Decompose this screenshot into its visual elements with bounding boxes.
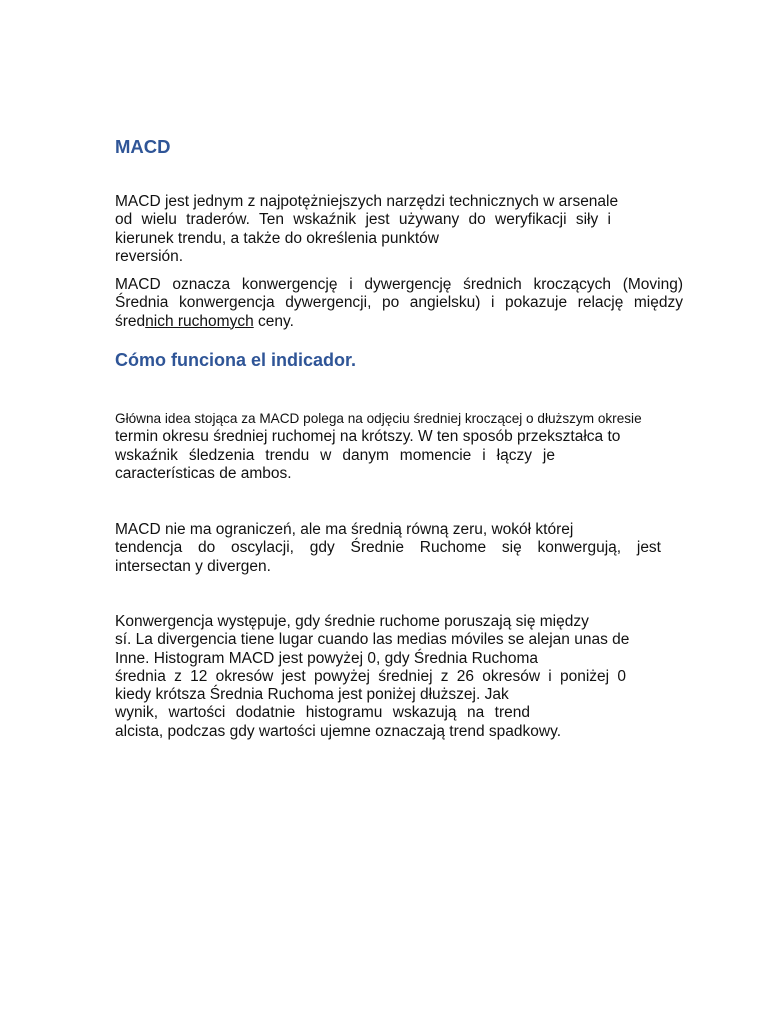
text-line: tendencja do oscylacji, gdy Średnie Ruchome się konwergują, jest [115, 539, 661, 557]
paragraph-main-idea [115, 410, 687, 483]
paragraph-definition [115, 276, 683, 331]
text-line: alcista, podczas gdy wartości ujemne oznaczają trend spadkowy. [115, 722, 561, 740]
text-line: średnia z 12 okresów jest powyżej średniej z 26 okresów i poniżej 0 [115, 667, 626, 685]
text-fragment: ceny. [253, 312, 294, 330]
text-line: Średnia konwergencja dywergencji, po angielsku) i pokazuje relację między [115, 294, 683, 312]
text-line: Główna idea stojąca za MACD polega na odjęciu średniej kroczącej o dłuższym okresie [115, 411, 642, 426]
page-title: MACD [115, 136, 171, 157]
text-line: wynik, wartości dodatnie histogramu wskazują na trend [115, 704, 530, 722]
text-line: kierunek trendu, a także do określenia punktów [115, 229, 439, 247]
text-line: reversión. [115, 247, 184, 265]
text-line: kiedy krótsza Średnia Ruchoma jest poniżej dłuższej. Jak [115, 686, 509, 704]
text-fragment: śred [115, 312, 146, 330]
text-line: Konwergencja występuje, gdy średnie ruchome poruszają się między [115, 613, 589, 630]
text-line: MACD jest jednym z najpotężniejszych narzędzi technicznych w arsenale [115, 193, 619, 210]
text-line: termin okresu średniej ruchomej na krótszy. W ten sposób przekształca to [115, 428, 621, 446]
text-line [115, 313, 683, 331]
text-line: od wielu traderów. Ten wskaźnik jest używany do weryfikacji siły i [115, 211, 611, 229]
paragraph-convergence [115, 613, 661, 741]
text-line: MACD oznacza konwergencję i dywergencję średnich kroczących (Moving) [115, 276, 683, 293]
text-line: MACD nie ma ograniczeń, ale ma średnią równą zeru, wokół której [115, 521, 574, 538]
text-line: sí. La divergencia tiene lugar cuando las medias móviles se alejan unas de [115, 631, 630, 649]
section-heading: Cómo funciona el indicador. [115, 350, 357, 370]
paragraph-oscillation [115, 521, 661, 576]
moving-averages-link[interactable]: nich ruchomych [145, 312, 254, 330]
text-line: características de ambos. [115, 464, 292, 482]
text-line: Inne. Histogram MACD jest powyżej 0, gdy Średnia Ruchoma [115, 649, 538, 667]
paragraph-intro [115, 193, 661, 266]
text-line: intersectan y divergen. [115, 557, 271, 575]
text-line: wskaźnik śledzenia trendu w danym momencie i łączy je [115, 446, 555, 464]
